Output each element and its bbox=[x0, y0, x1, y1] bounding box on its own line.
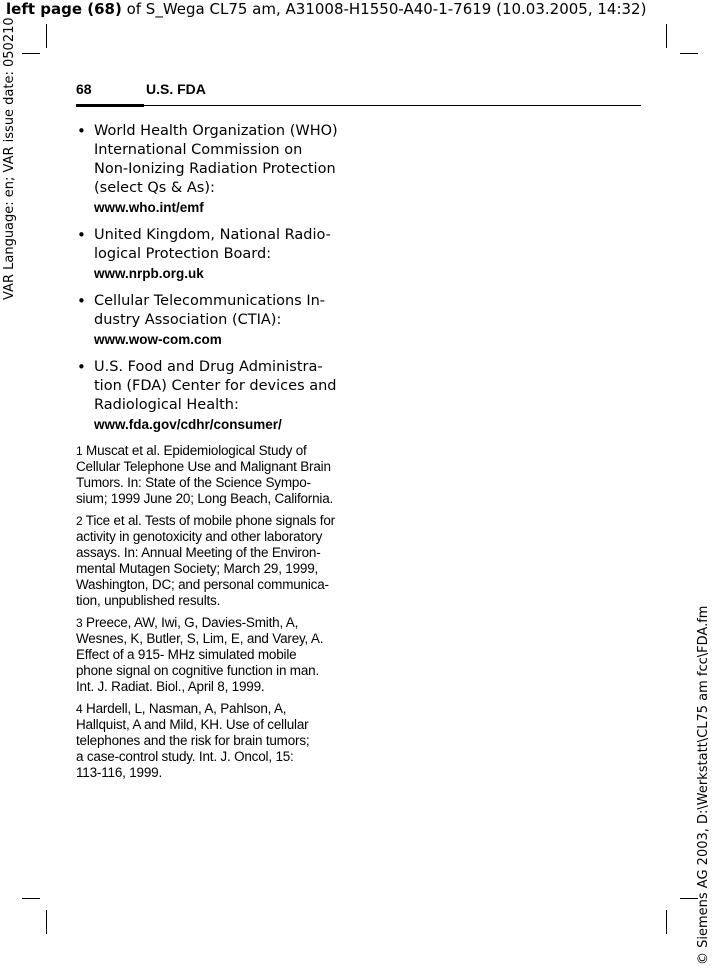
footnote-number: 3 bbox=[76, 616, 83, 630]
resource-description: United Kingdom, National Radio- logical Protection Board: bbox=[94, 227, 331, 262]
footnote-text: Hardell, L, Nasman, A, Pahlson, A, Hallquist, A and Mild, KH. Use of cellular telephones and the risk for brain tumors; a case-control study. Int. J. Oncol, 15: 113-116, 1999. bbox=[76, 701, 310, 780]
side-copyright-text: © Siemens AG 2003, D:\Werkstatt\CL75 am fcc\FDA.fm bbox=[696, 605, 711, 965]
footnote bbox=[76, 443, 348, 507]
print-page-label: left page (68) bbox=[6, 0, 122, 18]
main-content bbox=[76, 122, 348, 787]
crop-mark bbox=[680, 53, 698, 54]
page-title: U.S. FDA bbox=[146, 81, 206, 97]
footnote-number: 4 bbox=[76, 702, 83, 716]
resource-url: www.who.int/emf bbox=[94, 200, 204, 215]
list-item bbox=[76, 292, 348, 349]
page-header bbox=[76, 80, 641, 108]
side-language-text: VAR Language: en; VAR issue date: 050210 bbox=[2, 17, 17, 300]
bullet-icon: • bbox=[77, 292, 86, 310]
crop-mark bbox=[22, 53, 40, 54]
print-metadata-line bbox=[6, 0, 646, 18]
resource-url: www.wow-com.com bbox=[94, 332, 222, 347]
resource-url: www.nrpb.org.uk bbox=[94, 266, 204, 281]
crop-mark bbox=[46, 910, 47, 934]
page-number: 68 bbox=[76, 81, 92, 97]
crop-mark bbox=[666, 24, 667, 48]
footnote-text: Tice et al. Tests of mobile phone signals for activity in genotoxicity and other laboratory assays. In: Annual Meeting of the Environ- mental Mutagen Society; March 29, 1999, Washington, DC; and personal communica- tion, unpublished results. bbox=[76, 513, 335, 608]
footnote-number: 1 bbox=[76, 444, 83, 458]
bullet-icon: • bbox=[77, 122, 86, 140]
footnote bbox=[76, 615, 348, 695]
resource-description: Cellular Telecommunications In- dustry Association (CTIA): bbox=[94, 293, 326, 328]
header-rule bbox=[76, 105, 641, 106]
side-margin-copyright bbox=[694, 605, 712, 965]
bullet-icon: • bbox=[77, 226, 86, 244]
resource-description: U.S. Food and Drug Administra- tion (FDA) Center for devices and Radiological Health: bbox=[94, 359, 337, 413]
footnotes bbox=[76, 443, 348, 781]
list-item bbox=[76, 226, 348, 283]
list-item bbox=[76, 122, 348, 217]
footnote-text: Preece, AW, Iwi, G, Davies-Smith, A, Wesnes, K, Butler, S, Lim, E, and Varey, A. Effect of a 915- MHz simulated mobile phone signal on cognitive function in man. Int. J. Radiat. Biol., April 8, 1999. bbox=[76, 615, 324, 694]
resource-url: www.fda.gov/cdhr/consumer/ bbox=[94, 417, 282, 432]
resource-description: World Health Organization (WHO) International Commission on Non-Ionizing Radiation Protection (select Qs & As): bbox=[94, 123, 338, 196]
list-item bbox=[76, 358, 348, 434]
side-margin-language-note bbox=[0, 17, 18, 300]
footnote-text: Muscat et al. Epidemiological Study of Cellular Telephone Use and Malignant Brain Tumors. In: State of the Science Sympo- sium; 1999 June 20; Long Beach, California. bbox=[76, 443, 334, 506]
crop-mark bbox=[46, 24, 47, 48]
crop-mark bbox=[22, 898, 40, 899]
footnote bbox=[76, 701, 348, 781]
header-rule-accent bbox=[76, 104, 144, 107]
print-source-info: of S_Wega CL75 am, A31008-H1550-A40-1-7619 (10.03.2005, 14:32) bbox=[121, 0, 647, 18]
footnote-number: 2 bbox=[76, 514, 83, 528]
resource-list bbox=[76, 122, 348, 434]
crop-mark bbox=[666, 910, 667, 934]
footnote bbox=[76, 513, 348, 609]
bullet-icon: • bbox=[77, 358, 86, 376]
